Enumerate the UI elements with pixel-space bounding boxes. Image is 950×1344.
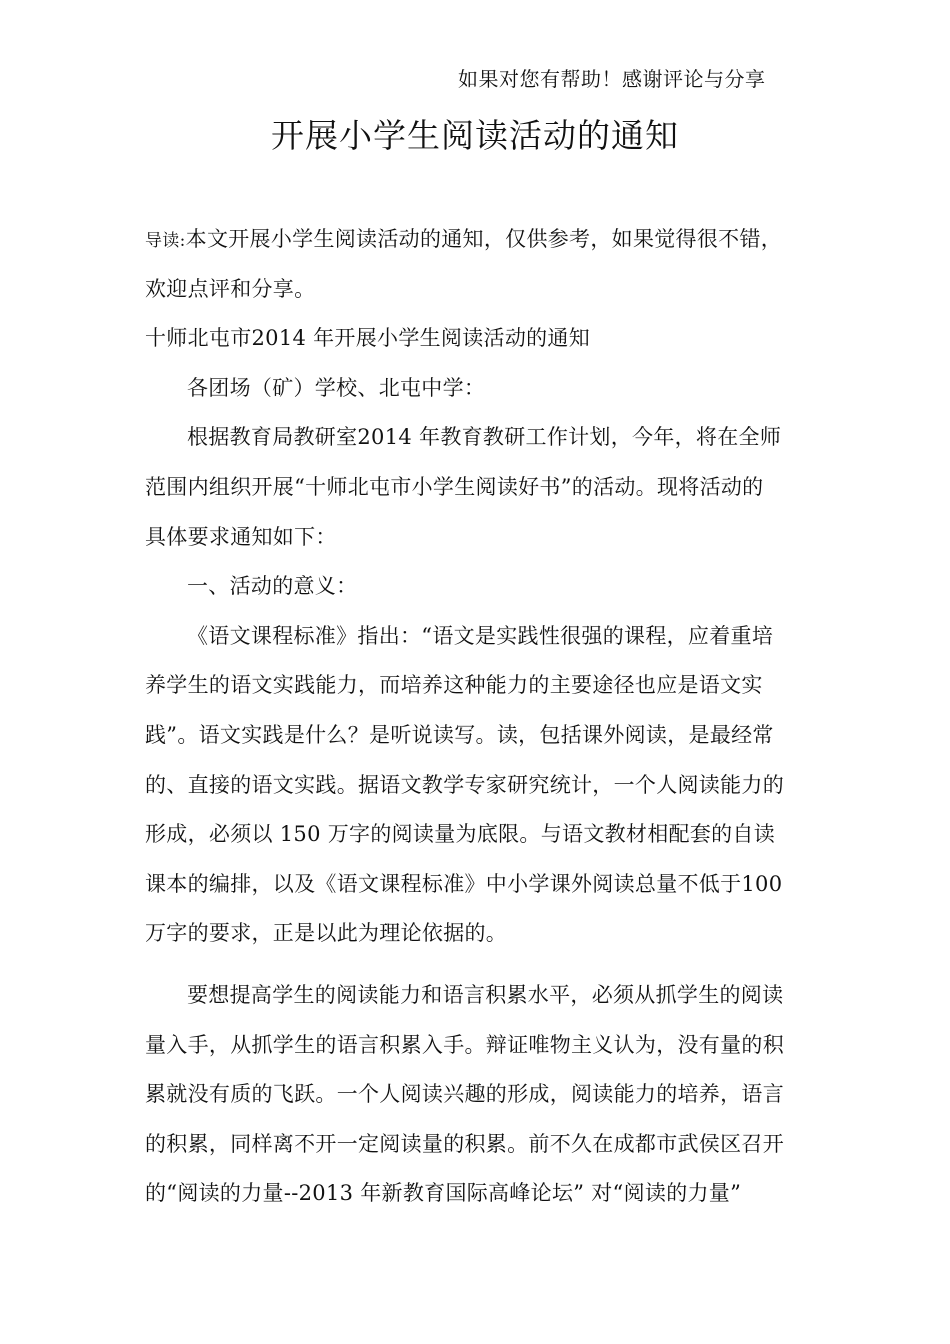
paragraph-2-line: 养学生的语文实践能力，而培养这种能力的主要途径也应是语文实 — [145, 673, 763, 698]
lead-text: 本文开展小学生阅读活动的通知，仅供参考，如果觉得很不错， — [185, 227, 783, 251]
lead-line-1 — [145, 215, 810, 265]
document-body — [145, 215, 810, 1219]
paragraph-3-line: 的“阅读的力量--2013 年新教育国际高峰论坛” 对“阅读的力量” — [145, 1181, 742, 1206]
lead-line-2: 欢迎点评和分享。 — [145, 276, 316, 301]
paragraph-2-line: 形成，必须以 150 万字的阅读量为底限。与语文教材相配套的自读 — [145, 822, 776, 847]
paragraph-2-line: 践”。语文实践是什么？是听说读写。读，包括课外阅读，是最经常 — [145, 722, 774, 747]
paragraph-1-line: 具体要求通知如下： — [145, 524, 337, 549]
paragraph-3-line: 的积累，同样离不开一定阅读量的积累。前不久在成都市武侯区召开 — [145, 1131, 784, 1156]
paragraph-3-line: 累就没有质的飞跃。一个人阅读兴趣的形成，阅读能力的培养，语言 — [145, 1082, 784, 1107]
paragraph-1-line: 范围内组织开展“十师北屯市小学生阅读好书”的活动。现将活动的 — [145, 474, 764, 499]
salutation: 各团场（矿）学校、北屯中学： — [187, 375, 486, 400]
paragraph-2-line: 《语文课程标准》指出：“语文是实践性很强的课程，应着重培 — [187, 623, 774, 648]
paragraph-gap — [145, 959, 810, 971]
header-note: 如果对您有帮助！感谢评论与分享 — [458, 67, 766, 91]
paragraph-2-line: 课本的编排，以及《语文课程标准》中小学课外阅读总量不低于100 — [145, 871, 783, 896]
lead-label: 导读: — [145, 231, 186, 251]
paragraph-1-line: 根据教育局教研室2014 年教育教研工作计划，今年，将在全师 — [187, 425, 782, 450]
subtitle: 十师北屯市2014 年开展小学生阅读活动的通知 — [145, 326, 591, 351]
paragraph-2-line: 的、直接的语文实践。据语文教学专家研究统计，一个人阅读能力的 — [145, 772, 784, 797]
paragraph-2-line: 万字的要求，正是以此为理论依据的。 — [145, 921, 508, 946]
paragraph-3-line: 要想提高学生的阅读能力和语言积累水平，必须从抓学生的阅读 — [187, 982, 784, 1007]
section-heading: 一、活动的意义： — [187, 574, 358, 599]
paragraph-3-line: 量入手，从抓学生的语言积累入手。辩证唯物主义认为，没有量的积 — [145, 1032, 784, 1057]
document-title: 开展小学生阅读活动的通知 — [271, 116, 679, 155]
